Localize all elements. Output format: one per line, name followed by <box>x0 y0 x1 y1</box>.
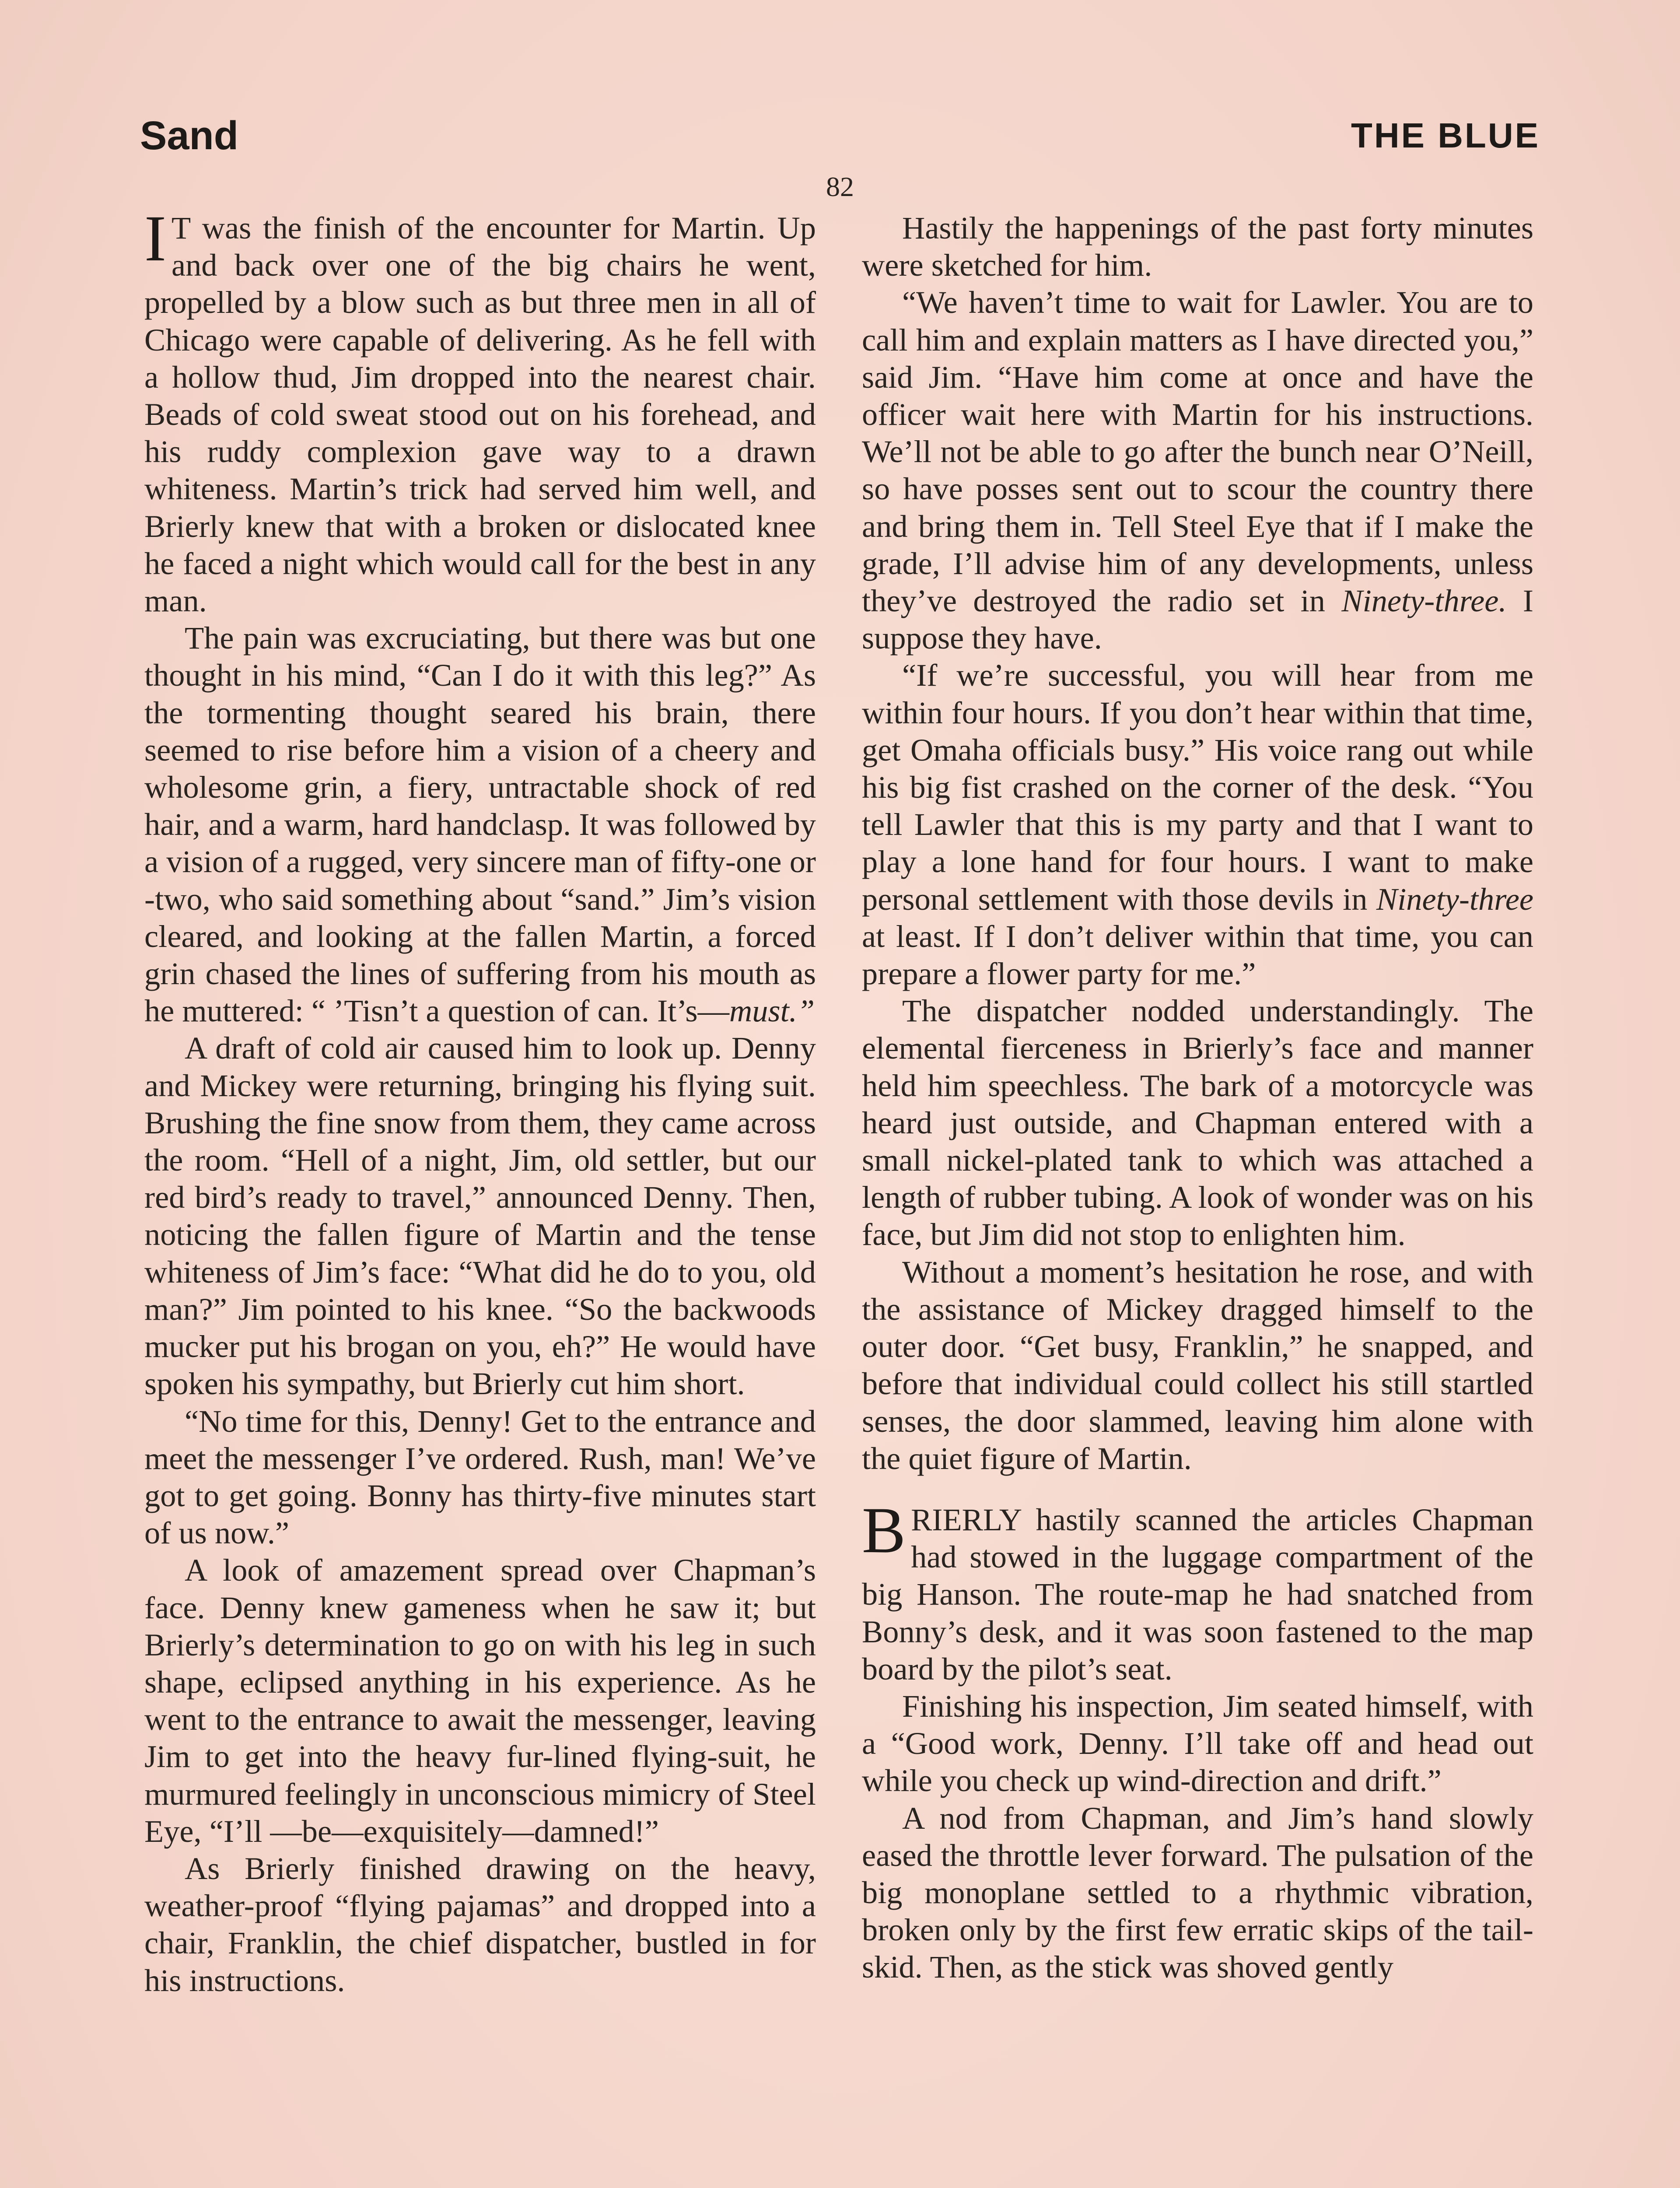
paragraph: “No time for this, Denny! Get to the entrance and meet the messenger I’ve ordered. Rush, man! We’ve got to get going. Bonny has thirty-five minutes start of us now.” <box>144 1403 816 1551</box>
paragraph: A draft of cold air caused him to look up. Denny and Mickey were returning, bringing his flying suit. Brushing the fine snow from them, they came across the room. “Hell of a night, Jim, old settler, but our red bird’s ready to travel,” announced Denny. Then, noticing the fallen figure of Martin and the tense whiteness of Jim’s face: “What did he do to you, old man?” Jim pointed to his knee. “So the backwoods mucker put his brogan on you, eh?” He would have spoken his sympathy, but Brierly cut him short. <box>144 1030 816 1402</box>
paragraph: As Brierly finished drawing on the heavy, weather-proof “flying pajamas” and dropped into a chair, Franklin, the chief dispatcher, bustled in for his instructions. <box>144 1850 816 1998</box>
paragraph: A nod from Chapman, and Jim’s hand slowly eased the throttle lever forward. The pulsation of the big monoplane settled to a rhythmic vibration, broken only by the first few erratic skips of the tail-skid. Then, as the stick was shoved gently <box>862 1800 1533 1985</box>
right-column <box>862 209 1533 1986</box>
paragraph: “If we’re successful, you will hear from me within four hours. If you don’t hear within that time, get Omaha officials busy.” His voice rang out while his big fist crashed on the corner of the desk. “You tell Lawler that this is my party and that I want to play a lone hand for four hours. I want to make personal settlement with those devils in Ninety-three at least. If I don’t deliver within that time, you can prepare a flower party for me.” <box>862 657 1533 992</box>
drop-cap: B <box>862 1494 906 1567</box>
paragraph: “We haven’t time to wait for Lawler. You are to call him and explain matters as I have directed you,” said Jim. “Have him come at once and have the officer wait here with Martin for his instructions. We’ll not be able to go after the bunch near O’Neill, so have posses sent out to scour the country there and bring them in. Tell Steel Eye that if I make the grade, I’ll advise him of any developments, unless they’ve destroyed the radio set in Ninety-three. I suppose they have. <box>862 284 1533 656</box>
running-header <box>140 113 1540 161</box>
paragraph: Finishing his inspection, Jim seated himself, with a “Good work, Denny. I’ll take off and head out while you check up wind-direction and drift.” <box>862 1688 1533 1799</box>
paragraph: Without a moment’s hesitation he rose, and with the assistance of Mickey dragged himself to the outer door. “Get busy, Franklin,” he snapped, and before that individual could collect his still startled senses, the door slammed, leaving him alone with the quiet figure of Martin. <box>862 1254 1533 1476</box>
paragraph: The pain was excruciating, but there was but one thought in his mind, “Can I do it with this leg?” As the tormenting thought seared his brain, there seemed to rise before him a vision of a cheery and wholesome grin, a fiery, untractable shock of red hair, and a warm, hard handclasp. It was followed by a vision of a rugged, very sincere man of fifty-one or -two, who said something about “sand.” Jim’s vision cleared, and looking at the fallen Martin, a forced grin chased the lines of suffering from his mouth as he muttered: “ ’Tisn’t a question of can. It’s—must.” <box>144 620 816 1029</box>
left-column <box>144 202 816 1999</box>
drop-cap: I <box>144 202 166 275</box>
magazine-title-header: THE BLUE <box>1351 116 1540 155</box>
paragraph: The dispatcher nodded understandingly. The elemental fierceness in Brierly’s face and manner held him speechless. The bark of a motorcycle was heard just outside, and Chapman entered with a small nickel-plated tank to which was attached a length of rubber tubing. A look of wonder was on his face, but Jim did not stop to enlighten him. <box>862 993 1533 1252</box>
paragraph: Hastily the happenings of the past forty minutes were sketched for him. <box>862 210 1533 283</box>
paragraph: BRIERLY hastily scanned the articles Chapman had stowed in the luggage compartment of the big Hanson. The route-map he had snatched from Bonny’s desk, and it was soon fastened to the map board by the pilot’s seat. <box>862 1494 1533 1687</box>
paragraph: I T was the finish of the encounter for Martin. Up and back over one of the big chairs he went, propelled by a blow such as but three men in all of Chicago were capable of delivering. As he fell with a hollow thud, Jim dropped into the nearest chair. Beads of cold sweat stood out on his forehead, and his ruddy complexion gave way to a drawn whiteness. Martin’s trick had served him well, and Brierly knew that with a broken or dislocated knee he faced a night which would call for the best in any man. <box>144 202 816 619</box>
story-title-header: Sand <box>140 113 238 158</box>
page-number: 82 <box>826 171 854 202</box>
paragraph: A look of amazement spread over Chapman’s face. Denny knew gameness when he saw it; but Brierly’s determination to go on with his leg in such shape, eclipsed anything in his experience. As he went to the entrance to await the messenger, leaving Jim to get into the heavy fur-lined flying-suit, he murmured feelingly in unconscious mimicry of Steel Eye, “I’ll —be—exquisitely—damned!” <box>144 1552 816 1849</box>
